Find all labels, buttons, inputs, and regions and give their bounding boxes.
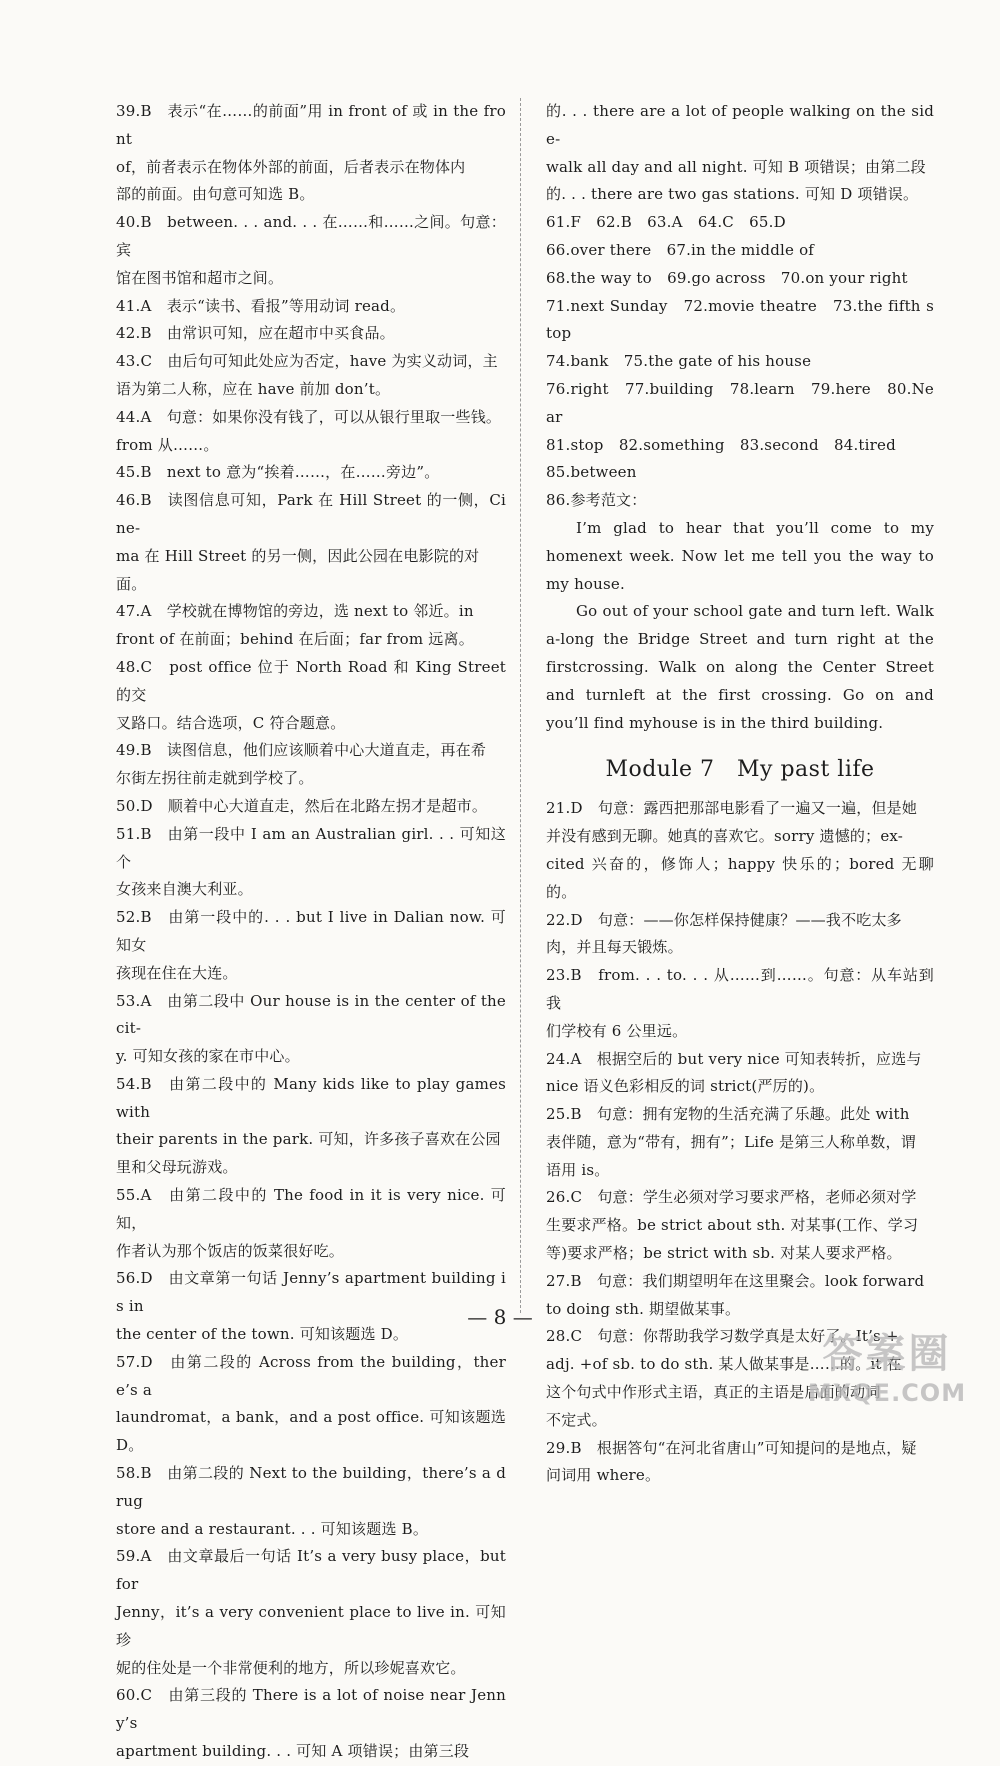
text-line: 66.over there 67.in the middle of [546, 240, 815, 259]
answer-item [546, 348, 934, 376]
text-line: 56.D 由文章第一句话 Jenny’s apartment building is in [116, 1269, 506, 1316]
text-line: to doing sth. 期望做某事。 [546, 1299, 741, 1318]
answer-item [546, 459, 934, 487]
left-column [116, 98, 506, 1766]
text-line: 23.B from. . . to. . . 从……到……。句意：从车站到我 [546, 966, 934, 1012]
text-line: the center of the town. 可知该题选 D。 [116, 1325, 409, 1344]
text-line: 52.B 由第一段中的. . . but I live in Dalian now. 可知女 [116, 908, 506, 954]
text-line: 并没有感到无聊。她真的喜欢它。sorry 遗憾的；ex- [546, 827, 904, 846]
answer-item [116, 1349, 506, 1460]
answer-item [546, 293, 934, 349]
text-line: 叉路口。结合选项，C 符合题意。 [116, 713, 346, 732]
text-line: from 从……。 [116, 435, 219, 454]
text-line: 们学校有 6 公里远。 [546, 1021, 688, 1040]
text-line: 39.B 表示“在……的前面”用 in front of 或 in the front [116, 102, 506, 148]
answer-item [546, 265, 934, 293]
answer-item [116, 1182, 506, 1265]
answer-item [116, 737, 506, 793]
text-line: 68.the way to 69.go across 70.on your right [546, 268, 908, 287]
text-line: 81.stop 82.something 83.second 84.tired [546, 435, 896, 454]
text-line: 59.A 由文章最后一句话 It’s a very busy place，but for [116, 1547, 506, 1594]
essay-paragraph [546, 515, 934, 598]
answer-item [116, 209, 506, 292]
answer-item [116, 1543, 506, 1682]
text-line: 尔街左拐往前走就到学校了。 [116, 769, 314, 788]
text-line: 57.D 由第二段的 Across from the building，there’s a [116, 1352, 506, 1399]
answer-item [116, 904, 506, 987]
answers-61-86 [546, 98, 934, 515]
text-line: 50.D 顺着中心大道直走，然后在北路左拐才是超市。 [116, 796, 488, 815]
text-line: 51.B 由第一段中 I am an Australian girl. . . 可知这个 [116, 824, 506, 871]
text-line: 部的前面。由句意可知选 B。 [116, 185, 315, 204]
text-line: 76.right 77.building 78.learn 79.here 80.Near [546, 379, 934, 426]
text-line: 的. . . there are two gas stations. 可知 D 项错误。 [546, 185, 919, 204]
text-line: 40.B between. . . and. . . 在……和……之间。句意：宾 [116, 213, 506, 259]
text-line: 25.B 句意：拥有宠物的生活充满了乐趣。此处 with [546, 1105, 910, 1124]
text-line: cited 兴奋的，修饰人；happy 快乐的；bored 无聊的。 [546, 854, 934, 901]
text-line: 作者认为那个饭店的饭菜很好吃。 [116, 1241, 345, 1260]
watermark-text-top: 答案圈 [822, 1331, 952, 1377]
text-line: 24.A 根据空后的 but very nice 可知表转折，应选与 [546, 1049, 922, 1068]
text-line: 肉，并且每天锻炼。 [546, 938, 683, 957]
answer-item [546, 98, 934, 209]
answer-item [546, 209, 934, 237]
text-line: front of 在前面；behind 在后面；far from 远离。 [116, 630, 474, 649]
text-line: 42.B 由常识可知，应在超市中买食品。 [116, 324, 395, 343]
text-line: 41.A 表示“读书、看报”等用动词 read。 [116, 296, 406, 315]
text-line: 27.B 句意：我们期望明年在这里聚会。look forward [546, 1271, 925, 1290]
text-line: 47.A 学校就在博物馆的旁边，选 next to 邻近。in [116, 602, 474, 621]
text-line: 生要求严格。be strict about sth. 对某事(工作、学习 [546, 1216, 919, 1235]
text-line: 馆在图书馆和超市之间。 [116, 268, 284, 287]
text-line: laundromat，a bank，and a post office. 可知该题选 D。 [116, 1408, 506, 1455]
text-line: their parents in the park. 可知，许多孩子喜欢在公园 [116, 1130, 501, 1149]
text-line: y. 可知女孩的家在市中心。 [116, 1047, 300, 1066]
text-line: 74.bank 75.the gate of his house [546, 352, 812, 371]
answer-item [116, 654, 506, 737]
text-line: 44.A 句意：如果你没有钱了，可以从银行里取一些钱。 [116, 407, 502, 426]
text-line: 85.between [546, 463, 637, 482]
answer-item [116, 793, 506, 821]
answer-item [116, 459, 506, 487]
answer-item [546, 487, 934, 515]
sample-essay [546, 515, 934, 737]
answer-item [116, 487, 506, 598]
text-line: 21.D 句意：露西把那部电影看了一遍又一遍，但是她 [546, 799, 918, 818]
watermark-text-bottom: MXQE.COM [807, 1379, 967, 1407]
text-line: 这个句式中作形式主语，真正的主语是后面的动词 [546, 1383, 881, 1402]
text-line: 49.B 读图信息，他们应该顺着中心大道直走，再在希 [116, 741, 487, 760]
text-line: 妮的住处是一个非常便利的地方，所以珍妮喜欢它。 [116, 1658, 466, 1677]
text-line: 58.B 由第二段的 Next to the building，there’s a drug [116, 1464, 506, 1510]
text-line: 表伴随，意为“带有，拥有”；Life 是第三人称单数，谓 [546, 1132, 916, 1151]
answer-item [546, 1184, 934, 1267]
answer-item [546, 376, 934, 432]
text-line: 26.C 句意：学生必须对学习要求严格，老师必须对学 [546, 1188, 917, 1207]
text-line: 问词用 where。 [546, 1466, 661, 1485]
text-line: 61.F 62.B 63.A 64.C 65.D [546, 213, 786, 232]
text-line: 的. . . there are a lot of people walking on the side- [546, 102, 934, 148]
text-line: 女孩来自澳大利亚。 [116, 880, 253, 899]
answer-item [116, 293, 506, 321]
text-line: crossing. Walk on along the Center Street and turn [546, 657, 934, 704]
text-line: I’m glad to hear that you’ll come to my home [546, 518, 934, 565]
answer-item [116, 1460, 506, 1543]
text-line: 60.C 由第三段的 There is a lot of noise near Jenny’s [116, 1686, 506, 1733]
answer-item [116, 598, 506, 654]
text-line: apartment building. . . 可知 A 项错误；由第三段 [116, 1742, 470, 1761]
essay-paragraph [546, 598, 934, 737]
answer-item [546, 1101, 934, 1184]
answer-item [116, 98, 506, 209]
text-line: Jenny，it’s a very convenient place to live in. 可知珍 [116, 1603, 506, 1649]
text-line: 等)要求严格；be strict with sb. 对某人要求严格。 [546, 1244, 902, 1263]
answer-item [546, 432, 934, 460]
text-line: 面。 [116, 574, 147, 593]
text-line: 语用 is。 [546, 1160, 610, 1179]
page-number: — 8 — [467, 1305, 533, 1329]
text-line: left at the first crossing. Go on and you’ll find my [546, 685, 934, 732]
text-line: walk all day and all night. 可知 B 项错误；由第二段 [546, 157, 926, 176]
text-line: 53.A 由第二段中 Our house is in the center of the cit- [116, 991, 506, 1038]
text-line: 孩现在住在大连。 [116, 963, 238, 982]
text-line: 46.B 读图信息可知，Park 在 Hill Street 的一侧，Cine- [116, 491, 506, 537]
answer-item [116, 1682, 506, 1765]
answer-item [116, 821, 506, 904]
right-column [546, 98, 934, 1490]
text-line: ma 在 Hill Street 的另一侧，因此公园在电影院的对 [116, 546, 480, 565]
text-line: of，前者表示在物体外部的前面，后者表示在物体内 [116, 157, 466, 176]
module-title: Module 7 My past life [605, 757, 875, 783]
watermark-logo [792, 1330, 982, 1422]
answer-item [116, 348, 506, 404]
answer-item [546, 795, 934, 906]
answer-item [546, 962, 934, 1045]
answer-item [546, 237, 934, 265]
text-line: nice 语义色彩相反的词 strict(严厉的)。 [546, 1077, 825, 1096]
answer-item [546, 1435, 934, 1491]
answer-item [116, 1071, 506, 1182]
text-line: 48.C post office 位于 North Road 和 King Street 的交 [116, 657, 506, 704]
text-line: next week. Now let me tell you the way to my house. [546, 546, 934, 593]
text-line: 86.参考范文： [546, 491, 647, 510]
text-line: 29.B 根据答句“在河北省唐山”可知提问的是地点，疑 [546, 1438, 917, 1457]
text-line: 55.A 由第二段中的 The food in it is very nice. 可知， [116, 1186, 506, 1232]
answer-item [546, 907, 934, 963]
text-line: 71.next Sunday 72.movie theatre 73.the fifth stop [546, 296, 934, 343]
answer-item [546, 1046, 934, 1102]
text-line: 22.D 句意：——你怎样保持健康？——我不吃太多 [546, 910, 902, 929]
text-line: long the Bridge Street and turn right at the first [546, 630, 934, 676]
text-line: 43.C 由后句可知此处应为否定，have 为实义动词，主 [116, 352, 498, 371]
text-line: 不定式。 [546, 1410, 607, 1429]
text-line: 54.B 由第二段中的 Many kids like to play games with [116, 1074, 506, 1121]
text-line: adj. +of sb. to do sth. 某人做某事是……的。it 在 [546, 1355, 902, 1374]
answer-item [116, 988, 506, 1071]
text-line: 语为第二人称，应在 have 前加 don’t。 [116, 379, 391, 398]
text-line: store and a restaurant. . . 可知该题选 B。 [116, 1519, 429, 1538]
text-line: 里和父母玩游戏。 [116, 1158, 238, 1177]
text-line: house is in the third building. [652, 713, 884, 732]
answer-item [116, 404, 506, 460]
text-line: 45.B next to 意为“挨着……，在……旁边”。 [116, 463, 440, 482]
text-line: Go out of your school gate and turn left. Walk a- [546, 602, 934, 649]
column-divider [520, 98, 521, 1313]
answer-item [116, 320, 506, 348]
text-line: 28.C 句意：你帮助我学习数学真是太好了。It’s + [546, 1327, 899, 1346]
